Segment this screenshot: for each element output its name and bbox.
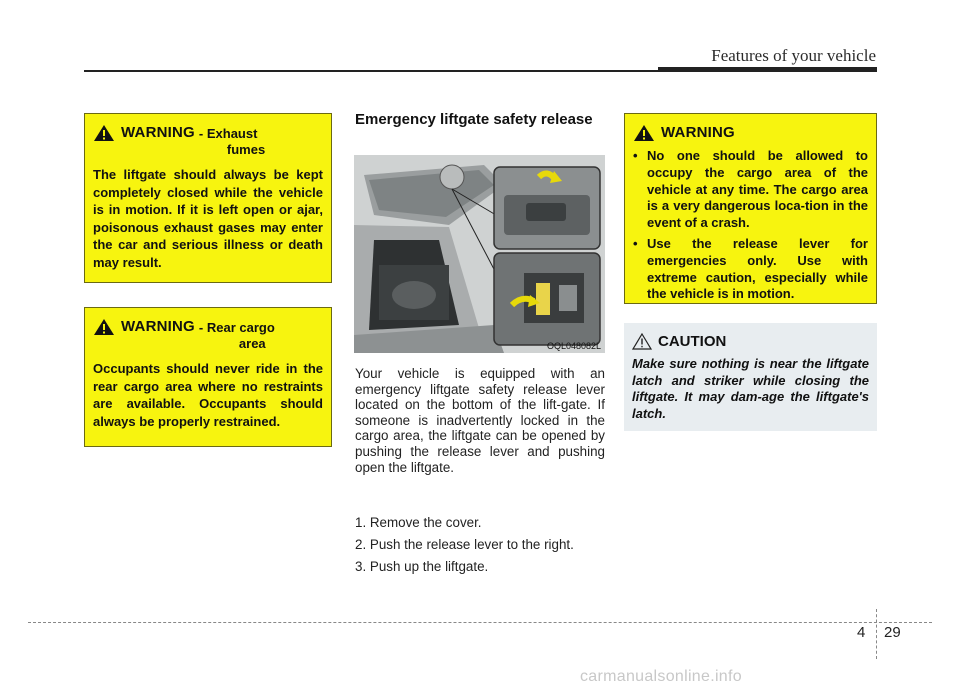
watermark: carmanualsonline.info	[580, 668, 742, 685]
caution-box	[624, 323, 877, 431]
footer-divider	[876, 609, 877, 659]
liftgate-release-illustration	[354, 155, 605, 353]
warning-box-exhaust	[84, 113, 332, 283]
warning-label: WARNING	[121, 124, 195, 141]
section-title: Emergency liftgate safety release	[355, 111, 593, 128]
warning-subtitle: - Rear cargo area	[198, 320, 275, 351]
list-item: • Use the release lever for emergencies only. Use with extreme caution, especially while the vehicle is in motion.	[633, 236, 868, 303]
warning-triangle-icon	[633, 124, 655, 142]
warning-body-text: Occupants should never ride in the rear cargo area where no restraints are available. Occupants should always be properly restrained.	[93, 361, 323, 429]
footer-rule	[28, 622, 932, 623]
step-item: 3. Push up the liftgate.	[355, 559, 489, 574]
section-body-text: Your vehicle is equipped with an emergency liftgate safety release lever located on the bottom of the lift-gate. If someone is inadvertently locked in the cargo area, the liftgate can be opened by pushing the release lever and pushing open the liftgate.	[355, 366, 605, 475]
step-item: 2. Push the release lever to the right.	[355, 537, 574, 552]
warning-triangle-icon	[93, 318, 115, 336]
step-item: 1. Remove the cover.	[355, 515, 482, 530]
header-rule-accent	[658, 67, 877, 72]
caution-body-text: Make sure nothing is near the liftgate latch and striker while closing the liftgate. It may dam-age the liftgate's latch.	[632, 356, 869, 421]
warning-triangle-icon	[93, 124, 115, 142]
list-item: • No one should be allowed to occupy the cargo area of the vehicle at any time. The cargo area is a very dangerous loca-tion in the event of a crash.	[633, 148, 868, 232]
warning-subtitle: - Exhaust fumes	[198, 126, 266, 157]
warning-header	[633, 124, 868, 142]
caution-triangle-icon	[632, 333, 652, 350]
caution-header	[632, 333, 869, 350]
header-rule	[84, 70, 660, 72]
warning-header	[93, 124, 323, 158]
warning-label: WARNING	[121, 318, 195, 335]
warning-bullet-list	[633, 148, 868, 303]
running-header-title: Features of your vehicle	[711, 46, 876, 65]
chapter-number: 4	[857, 624, 866, 641]
page-number: 29	[884, 624, 901, 641]
figure-code: OQL048082L	[546, 341, 601, 351]
warning-box-cargo-occupancy	[624, 113, 877, 304]
warning-label: WARNING	[661, 124, 735, 141]
warning-box-rear-cargo	[84, 307, 332, 447]
caution-label: CAUTION	[658, 333, 727, 350]
warning-header	[93, 318, 323, 352]
liftgate-photo-icon	[354, 155, 605, 353]
warning-body-text: The liftgate should always be kept completely closed while the vehicle is in motion. If it is left open or ajar, poisonous exhaust gases may enter the car and serious illness or death may result.	[93, 167, 323, 270]
